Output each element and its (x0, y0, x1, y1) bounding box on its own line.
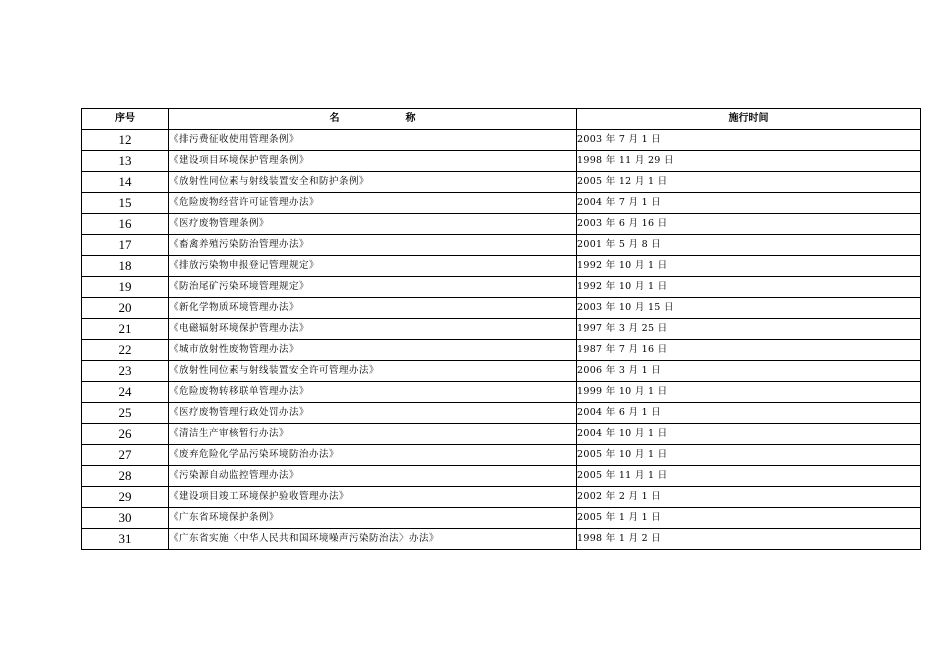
row-date: 2005 年 12 月 1 日 (577, 172, 921, 193)
row-name: 《排污费征收使用管理条例》 (169, 130, 577, 151)
row-name: 《医疗废物管理条例》 (169, 214, 577, 235)
row-name: 《电磁辐射环境保护管理办法》 (169, 319, 577, 340)
row-date: 1997 年 3 月 25 日 (577, 319, 921, 340)
table-row (82, 256, 921, 277)
row-name: 《放射性同位素与射线装置安全许可管理办法》 (169, 361, 577, 382)
row-date: 2005 年 11 月 1 日 (577, 466, 921, 487)
row-date: 1998 年 1 月 2 日 (577, 529, 921, 550)
regulations-sheet (81, 108, 920, 550)
row-date: 1992 年 10 月 1 日 (577, 256, 921, 277)
table-row (82, 382, 921, 403)
row-date: 2002 年 2 月 1 日 (577, 487, 921, 508)
header-date: 施行时间 (577, 109, 921, 130)
table-row (82, 466, 921, 487)
row-seq: 28 (82, 466, 169, 487)
row-name: 《污染源自动监控管理办法》 (169, 466, 577, 487)
row-date: 2004 年 7 月 1 日 (577, 193, 921, 214)
table-row (82, 403, 921, 424)
header-seq: 序号 (82, 109, 169, 130)
row-seq: 12 (82, 130, 169, 151)
row-seq: 30 (82, 508, 169, 529)
row-date: 1998 年 11 月 29 日 (577, 151, 921, 172)
row-seq: 27 (82, 445, 169, 466)
header-name-label: 名 称 (329, 113, 444, 124)
row-name: 《防治尾矿污染环境管理规定》 (169, 277, 577, 298)
row-name: 《放射性同位素与射线装置安全和防护条例》 (169, 172, 577, 193)
table-row (82, 193, 921, 214)
row-seq: 17 (82, 235, 169, 256)
row-seq: 20 (82, 298, 169, 319)
row-date: 1992 年 10 月 1 日 (577, 277, 921, 298)
row-date: 2003 年 7 月 1 日 (577, 130, 921, 151)
header-name (169, 109, 577, 130)
row-name: 《排放污染物申报登记管理规定》 (169, 256, 577, 277)
row-name: 《广东省实施〈中华人民共和国环境噪声污染防治法〉办法》 (169, 529, 577, 550)
row-seq: 22 (82, 340, 169, 361)
row-date: 2001 年 5 月 8 日 (577, 235, 921, 256)
row-date: 2005 年 1 月 1 日 (577, 508, 921, 529)
row-seq: 25 (82, 403, 169, 424)
table-row (82, 151, 921, 172)
table-row (82, 424, 921, 445)
row-name: 《城市放射性废物管理办法》 (169, 340, 577, 361)
row-date: 1987 年 7 月 16 日 (577, 340, 921, 361)
row-name: 《建设项目环境保护管理条例》 (169, 151, 577, 172)
row-date: 2006 年 3 月 1 日 (577, 361, 921, 382)
row-name: 《建设项目竣工环境保护验收管理办法》 (169, 487, 577, 508)
row-date: 2004 年 6 月 1 日 (577, 403, 921, 424)
table-row (82, 487, 921, 508)
row-name: 《新化学物质环境管理办法》 (169, 298, 577, 319)
row-seq: 14 (82, 172, 169, 193)
table-row (82, 445, 921, 466)
row-seq: 19 (82, 277, 169, 298)
row-name: 《广东省环境保护条例》 (169, 508, 577, 529)
row-seq: 29 (82, 487, 169, 508)
row-seq: 15 (82, 193, 169, 214)
row-name: 《危险废物经营许可证管理办法》 (169, 193, 577, 214)
table-row (82, 172, 921, 193)
row-seq: 26 (82, 424, 169, 445)
row-date: 2004 年 10 月 1 日 (577, 424, 921, 445)
row-seq: 23 (82, 361, 169, 382)
table-row (82, 277, 921, 298)
row-name: 《危险废物转移联单管理办法》 (169, 382, 577, 403)
row-seq: 16 (82, 214, 169, 235)
table-body (82, 130, 921, 550)
row-date: 1999 年 10 月 1 日 (577, 382, 921, 403)
table-row (82, 319, 921, 340)
row-date: 2003 年 10 月 15 日 (577, 298, 921, 319)
row-name: 《医疗废物管理行政处罚办法》 (169, 403, 577, 424)
row-seq: 31 (82, 529, 169, 550)
row-name: 《畜禽养殖污染防治管理办法》 (169, 235, 577, 256)
table-row (82, 298, 921, 319)
table-row (82, 130, 921, 151)
table-row (82, 340, 921, 361)
row-seq: 18 (82, 256, 169, 277)
row-seq: 13 (82, 151, 169, 172)
table-row (82, 361, 921, 382)
row-date: 2005 年 10 月 1 日 (577, 445, 921, 466)
row-seq: 21 (82, 319, 169, 340)
table-header-row (82, 109, 921, 130)
row-date: 2003 年 6 月 16 日 (577, 214, 921, 235)
row-name: 《废弃危险化学品污染环境防治办法》 (169, 445, 577, 466)
regulations-table (81, 108, 921, 550)
table-row (82, 529, 921, 550)
table-row (82, 214, 921, 235)
row-seq: 24 (82, 382, 169, 403)
table-row (82, 508, 921, 529)
table-row (82, 235, 921, 256)
row-name: 《清洁生产审核暂行办法》 (169, 424, 577, 445)
